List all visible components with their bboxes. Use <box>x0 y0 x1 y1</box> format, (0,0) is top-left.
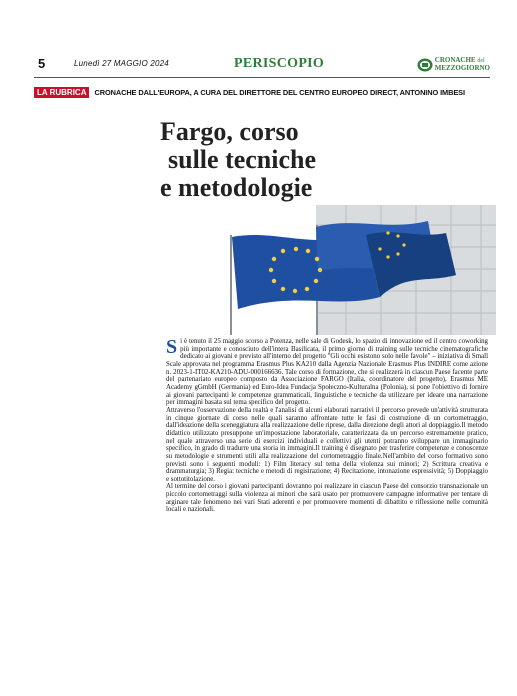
article-paragraph-2: Attraverso l'osservazione della realtà e l'analisi di alcuni elaborati narrativi il percorso prevede un'attività strutturata in cinque giornate di corso nelle quali saranno affrontate tutte le fasi di costruzione di un cortometraggio, dall'ideazione della sceneggiatura alla realizzazione delle riprese, dalla direzione degli attori al doppiaggio.Il metodo didattico utilizzato presuppone un'impostazione laboratoriale, caratterizzata da un percorso estremamente pratico, nel quale attraverso una serie di esercizi individuali e collettivi gli utenti potranno sviluppare un immaginario specifico, in grado di tradurre una storia in immagini.Il training è disegnato per trasferire competenze e conoscenze su metodologie e strumenti utili alla realizzazione del cortometraggio finale.Nell'ambito del corso formativo sono previsti sono i seguenti moduli: 1) Film literacy sul tema della violenza sui minori; 2) Scrittura creativa e drammaturgia; 3) Regia: tecniche e metodi di registrazione; 4) Recitazione, intonazione espressività; 5) Doppiaggio e sottotitolazione. <box>166 406 488 483</box>
headline-line-1: Fargo, corso <box>160 117 299 146</box>
article-paragraph-3: Al termine del corso i giovani partecipanti dovranno poi realizzare in ciascun Paese del consorzio transnazionale un piccolo cortometraggi sulla violenza ai minori che sarà usato per promuovere campagne informative per tentare di arginare tale fenomeno nei vari Stati aderenti e per promuovere momenti di dibattito e riflessione nelle comunità locali e nazionali. <box>166 483 488 514</box>
rubric-tag: LA RUBRICA <box>34 87 89 98</box>
headline-line-2: sulle tecniche <box>168 145 317 174</box>
rubric-bar <box>34 86 490 98</box>
header-rule <box>34 77 490 78</box>
masthead-line1: CRONACHE <box>434 56 476 64</box>
eu-flags-photo <box>166 205 496 335</box>
article-paragraph-1 <box>166 338 488 407</box>
masthead <box>417 57 490 72</box>
rubric-text: CRONACHE DALL'EUROPA, A CURA DEL DIRETTORE DEL CENTRO EUROPEO DIRECT, ANTONINO IMBESI <box>94 87 465 97</box>
drop-cap: S <box>166 336 178 358</box>
page-header <box>34 56 490 76</box>
section-title: PERISCOPIO <box>234 56 325 71</box>
headline-line-3: e metodologie <box>160 173 313 202</box>
masthead-name <box>435 57 490 72</box>
issue-date: Lunedì 27 MAGGIO 2024 <box>74 59 169 68</box>
article-paragraph-1-text: i è tenuto il 25 maggio scorso a Potenza, nelle sale di Godesk, lo spazio di innovazione ed il centro coworking più importante e conosciuto dell'intera Basilicata, il primo giorno di training sulle tecniche cinematografiche dedicato ai giovani e previsto all'interno del progetto "Gli occhi esistono solo nelle favole" – iniziativa di Small Scale approvata nel programma Erasmus Plus KA210 dalla Agenzia Nazionale Erasmus Plus INDIRE come azione n. 2023-1-IT02-KA210-ADU-000166636. Tale corso di formazione, che si realizzerà in ciascun Paese facente parte del partenariato europeo composto da Associazione FARGO (Italia, coordinatore del progetto), Erasmus ME Academy gGmbH (Germania) ed Euro-Idea Fundacja Społeczno-Kulturalna (Polonia), si pone l'obiettivo di fornire ai giovani partecipanti le competenze grammaticali, linguistiche e tecniche da utilizzare per ideare una narrazione per immagini basata sul tema specifico del progetto. <box>166 338 488 407</box>
masthead-small: del <box>477 58 485 64</box>
article-body <box>166 338 488 514</box>
masthead-line2: MEZZOGIORNO <box>434 64 490 72</box>
masthead-logo-icon <box>417 58 433 72</box>
page-number: 5 <box>38 56 46 71</box>
